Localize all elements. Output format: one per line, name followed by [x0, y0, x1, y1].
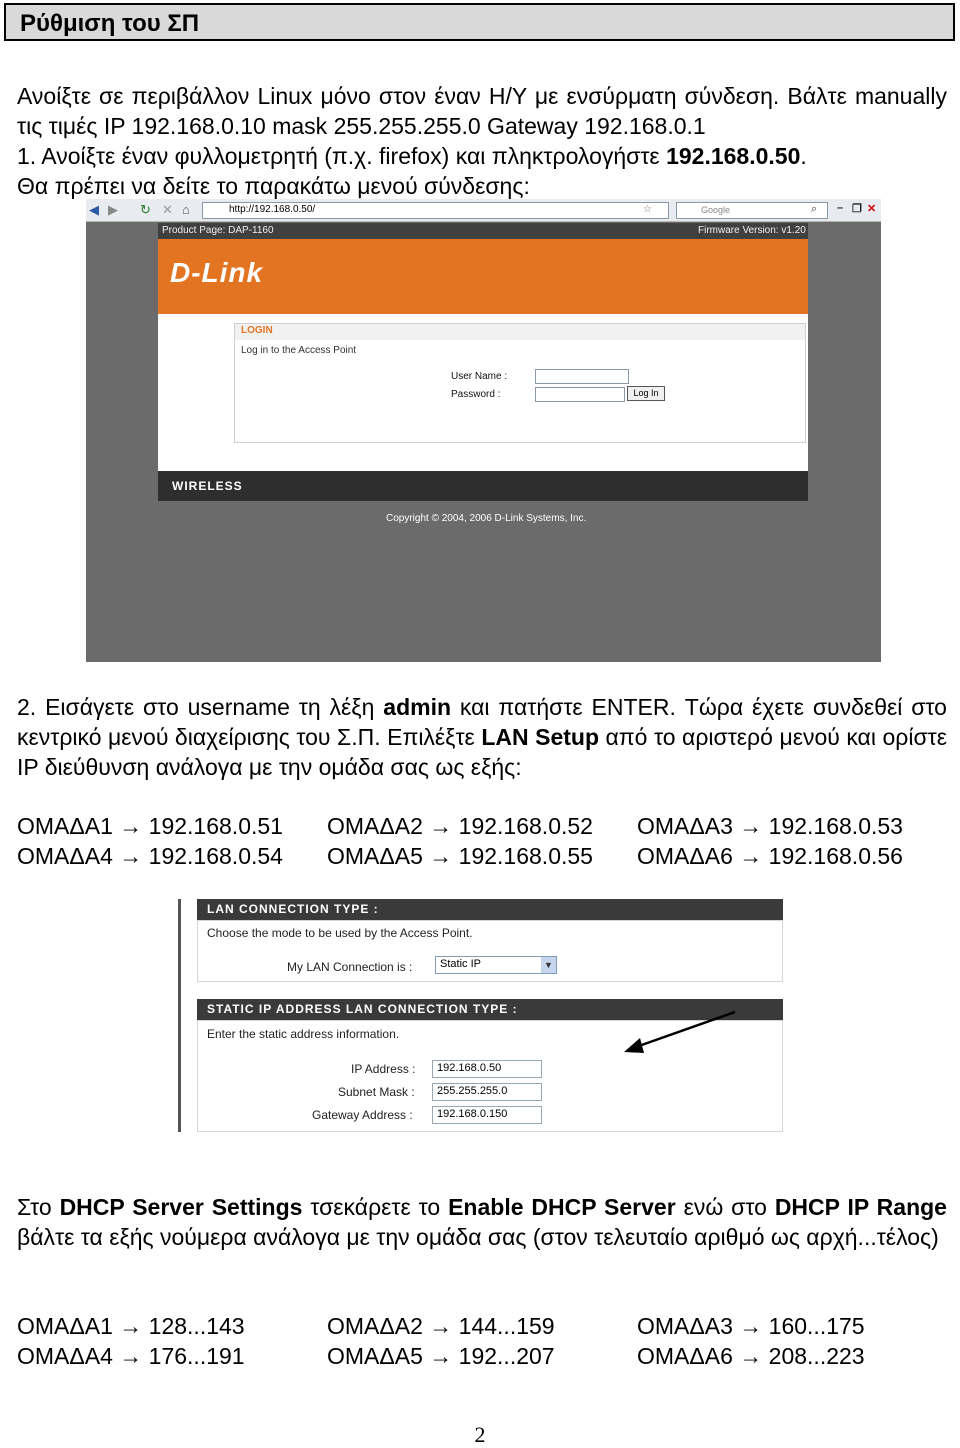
ip-group-list [17, 811, 947, 871]
page-number: 2 [474, 1422, 486, 1447]
arrow-icon [610, 1000, 740, 1060]
star-icon[interactable]: ☆ [643, 204, 652, 215]
range-group-item: ΟΜΑΔΑ5 → 192...207 [327, 1343, 555, 1369]
ip-group-item: ΟΜΑΔΑ5 → 192.168.0.55 [327, 843, 593, 869]
login-button[interactable]: Log In [627, 386, 665, 401]
intro-text-c: . [800, 143, 807, 169]
lan-connection-type-desc: Choose the mode to be used by the Access Point. [207, 926, 473, 940]
subnet-mask-value: 255.255.255.0 [437, 1085, 508, 1097]
username-label: User Name : [451, 371, 508, 382]
ip-group-item: ΟΜΑΔΑ4 → 192.168.0.54 [17, 843, 283, 869]
minimize-icon[interactable]: – [837, 202, 844, 214]
browser-screenshot [86, 199, 881, 662]
dhcp-bold-range: DHCP IP Range [774, 1194, 947, 1220]
lan-connection-type-header [197, 899, 783, 920]
section-title-box [4, 3, 955, 41]
intro-step1 [17, 141, 947, 171]
ip-group-item: ΟΜΑΔΑ6 → 192.168.0.56 [637, 843, 903, 869]
lan-connection-select[interactable] [435, 956, 557, 974]
range-group-item: ΟΜΑΔΑ1 → 128...143 [17, 1313, 245, 1339]
gateway-value: 192.168.0.150 [437, 1108, 508, 1120]
ip-group-item: ΟΜΑΔΑ3 → 192.168.0.53 [637, 813, 903, 839]
restore-icon[interactable]: ❐ [852, 203, 862, 215]
stop-icon[interactable]: ✕ [162, 202, 173, 217]
range-group-item: ΟΜΑΔΑ2 → 144...159 [327, 1313, 555, 1339]
static-ip-desc: Enter the static address information. [207, 1027, 400, 1041]
ip-group-item: ΟΜΑΔΑ2 → 192.168.0.52 [327, 813, 593, 839]
ip-group-item: ΟΜΑΔΑ1 → 192.168.0.51 [17, 813, 283, 839]
browser-toolbar [86, 199, 881, 222]
forward-icon[interactable]: ▶ [108, 202, 118, 217]
ip-address-input[interactable] [432, 1060, 542, 1078]
step2-bold-admin: admin [383, 694, 452, 720]
ip-address-label: IP Address : [351, 1062, 416, 1076]
range-group-item: ΟΜΑΔΑ4 → 176...191 [17, 1343, 245, 1369]
url-bar[interactable] [202, 202, 669, 219]
intro-text-d: Θα πρέπει να δείτε το παρακάτω μενού σύνδεσης: [17, 173, 530, 199]
login-panel [234, 323, 806, 443]
intro-text-b: 1. Ανοίξτε έναν φυλλομετρητή (π.χ. firefox) και πληκτρολογήστε [17, 143, 667, 169]
login-subtitle: Log in to the Access Point [241, 345, 357, 356]
wireless-brand: WIRELESS [172, 479, 243, 493]
gateway-input[interactable] [432, 1106, 542, 1124]
step2-text-3: από το αριστερό μενού και ορίστε IP διεύθυνση ανάλογα με την ομάδα σας ως εξής: [17, 724, 947, 780]
gateway-label: Gateway Address : [312, 1108, 413, 1122]
ip-address-value: 192.168.0.50 [437, 1062, 502, 1074]
step2-bold-lan: LAN Setup [481, 724, 599, 750]
intro-paragraph [17, 81, 947, 201]
reload-icon[interactable]: ↻ [140, 202, 151, 217]
static-ip-title: STATIC IP ADDRESS LAN CONNECTION TYPE : [207, 1002, 518, 1016]
dhcp-text-4: βάλτε τα εξής νούμερα ανάλογα με την ομάδα σας (στον τελευταίο αριθμό ως αρχή...τέλος) [17, 1224, 939, 1250]
login-title: LOGIN [241, 325, 273, 336]
dhcp-paragraph [17, 1192, 947, 1252]
search-placeholder: Google [701, 205, 731, 215]
copyright-text: Copyright © 2004, 2006 D-Link Systems, Inc. [386, 513, 587, 524]
dhcp-text-1: Στο [17, 1194, 60, 1220]
password-label: Password : [451, 389, 501, 400]
copyright-bar [158, 501, 808, 537]
dhcp-bold-settings: DHCP Server Settings [59, 1194, 303, 1220]
close-icon[interactable]: ✕ [867, 203, 877, 215]
range-group-list [17, 1311, 947, 1371]
lan-connection-value: Static IP [440, 958, 481, 970]
password-input[interactable] [535, 387, 625, 402]
product-page: Product Page: DAP-1160 [162, 225, 274, 236]
section-title: Ρύθμιση του ΣΠ [20, 10, 200, 37]
home-icon[interactable]: ⌂ [182, 202, 190, 217]
subnet-mask-input[interactable] [432, 1083, 542, 1101]
chevron-down-icon[interactable]: ▼ [541, 957, 556, 973]
login-header [235, 324, 805, 340]
dlink-footer [158, 471, 808, 501]
back-icon[interactable]: ◀ [89, 202, 99, 217]
firmware-version: Firmware Version: v1.20 [698, 225, 806, 236]
search-icon[interactable]: ⌕ [811, 203, 818, 215]
dlink-top-bar [158, 223, 808, 239]
intro-text-a: Ανοίξτε σε περιβάλλον Linux μόνο στον έναν Η/Υ με ενσύρματη σύνδεση. Βάλτε manually τις τιμές IP 192.168.0.10 mask 255.255.255.0 Gateway 192.168.0.1 [17, 83, 947, 139]
dhcp-bold-enable: Enable DHCP Server [448, 1194, 676, 1220]
url-text: http://192.168.0.50/ [229, 204, 316, 215]
my-lan-label: My LAN Connection is : [287, 960, 413, 974]
username-input[interactable] [535, 369, 629, 384]
search-box[interactable] [676, 202, 828, 219]
dlink-header [158, 239, 808, 314]
lan-connection-type-title: LAN CONNECTION TYPE : [207, 902, 379, 916]
intro-ip: 192.168.0.50 [666, 143, 801, 169]
dlink-logo: D-Link [170, 257, 264, 288]
range-group-item: ΟΜΑΔΑ3 → 160...175 [637, 1313, 865, 1339]
dhcp-text-2: τσεκάρετε το [302, 1194, 449, 1220]
range-group-item: ΟΜΑΔΑ6 → 208...223 [637, 1343, 865, 1369]
step2-text-2: και πατήστε ENTER. Τώρα έχετε συνδεθεί στο κεντρικό μενού διαχείρισης του Σ.Π. Επιλέξτε [17, 694, 947, 750]
step2-text-1: 2. Εισάγετε στο username τη λέξη [17, 694, 384, 720]
dhcp-text-3: ενώ στο [675, 1194, 775, 1220]
subnet-mask-label: Subnet Mask : [338, 1085, 415, 1099]
step2-paragraph [17, 692, 947, 782]
